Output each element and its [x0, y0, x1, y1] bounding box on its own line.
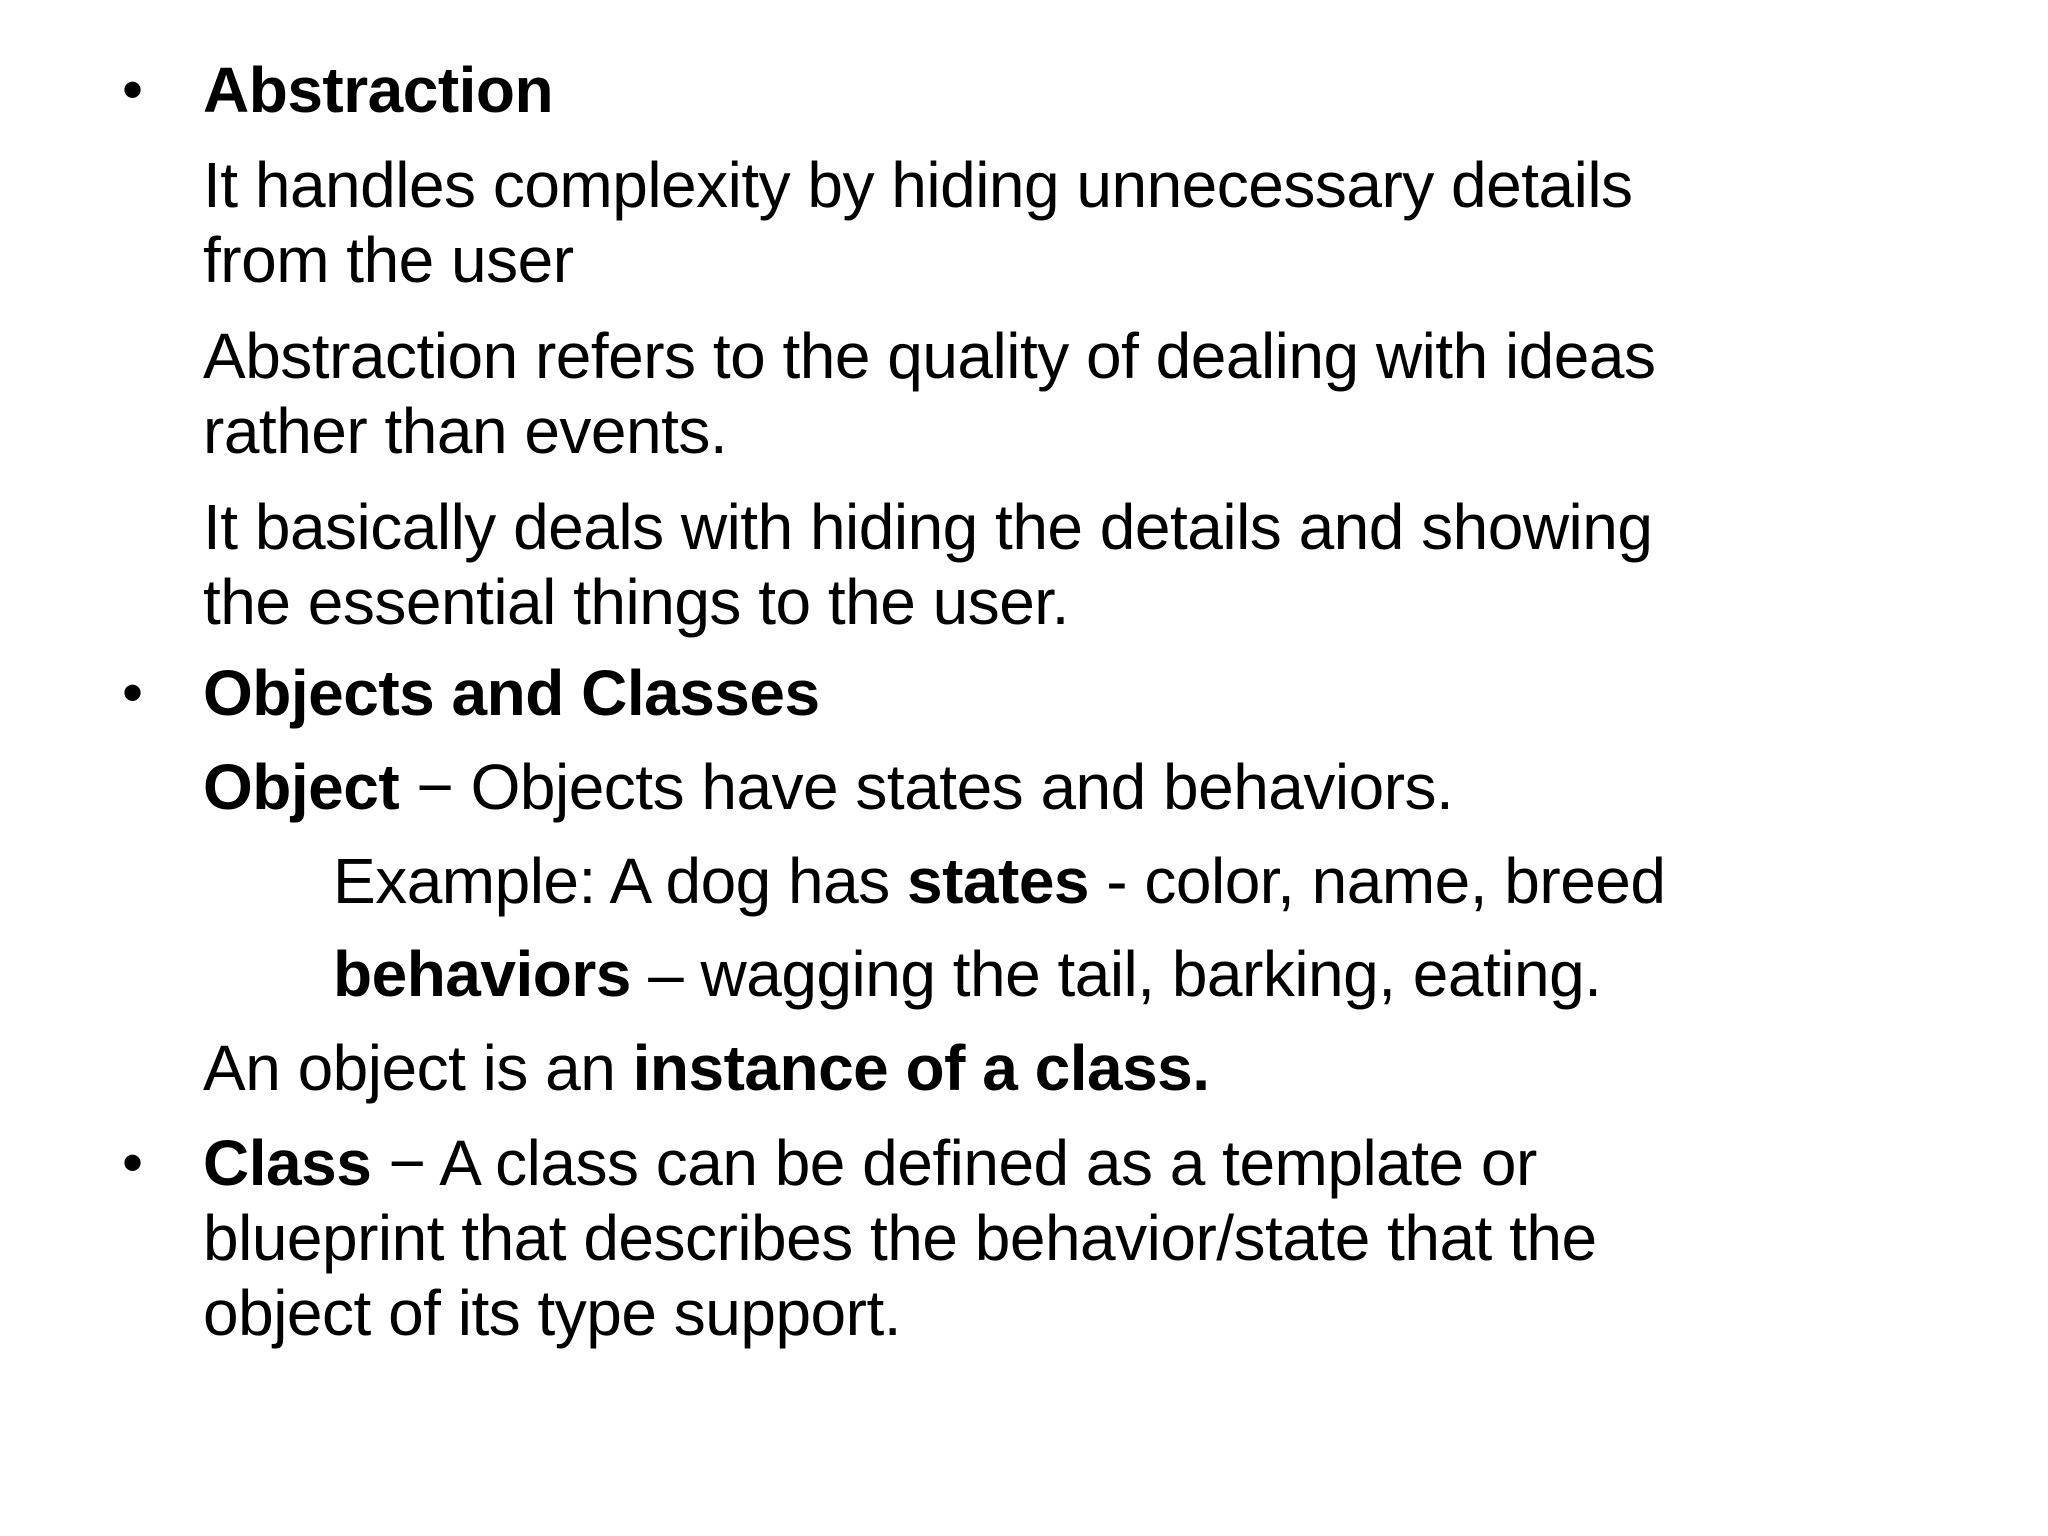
- class-line1: [203, 1125, 1537, 1201]
- objects-classes-heading: Objects and Classes: [203, 657, 820, 729]
- abstraction-p1-line2: from the user: [203, 224, 574, 296]
- behaviors-term: behaviors: [333, 938, 631, 1010]
- instance-term: instance of a class.: [632, 1032, 1210, 1104]
- abstraction-p2-line1: Abstraction refers to the quality of dealing with ideas: [203, 320, 1656, 392]
- abstraction-p1-line1: It handles complexity by hiding unnecessary details: [203, 149, 1633, 221]
- bullet-marker: •: [122, 659, 144, 726]
- object-def-text: − Objects have states and behaviors.: [399, 751, 1454, 823]
- states-list: - color, name, breed: [1089, 845, 1666, 917]
- instance-sentence: [203, 1030, 1210, 1106]
- class-line3: object of its type support.: [203, 1277, 901, 1349]
- example-states: [333, 843, 1665, 919]
- class-line2: blueprint that describes the behavior/state that the: [203, 1202, 1597, 1274]
- class-term: Class: [203, 1127, 372, 1199]
- bullet-marker: •: [122, 1129, 144, 1196]
- abstraction-p2-line2: rather than events.: [203, 395, 728, 467]
- states-term: states: [907, 845, 1089, 917]
- behaviors-list: – wagging the tail, barking, eating.: [630, 938, 1602, 1010]
- bullet-marker: •: [122, 56, 144, 123]
- example-behaviors: [333, 936, 1601, 1012]
- object-definition: [203, 749, 1453, 825]
- instance-prefix: An object is an: [203, 1032, 633, 1104]
- class-line1-rest: − A class can be defined as a template or: [371, 1127, 1537, 1199]
- object-term: Object: [203, 751, 400, 823]
- abstraction-p3-line2: the essential things to the user.: [203, 566, 1069, 638]
- abstraction-heading: Abstraction: [203, 54, 554, 126]
- example-prefix: Example: A dog has: [333, 845, 907, 917]
- abstraction-p3-line1: It basically deals with hiding the details and showing: [203, 491, 1653, 563]
